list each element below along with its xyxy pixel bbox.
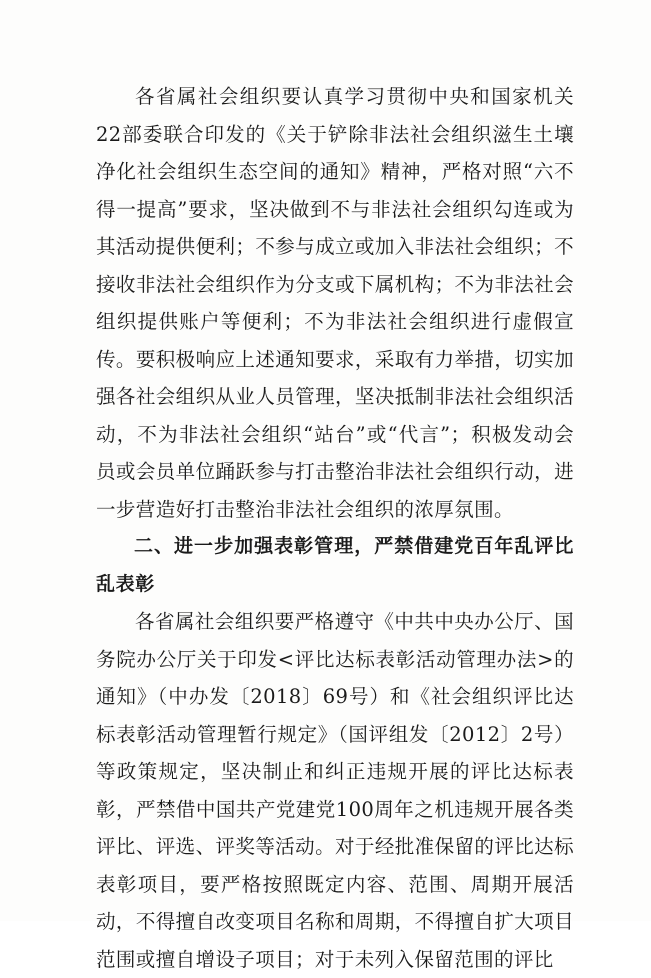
document-body [96,78,574,978]
paragraph-commendation: 各省属社会组织要严格遵守《中共中央办公厅、国务院办公厅关于印发<评比达标表彰活动管理办法>的通知》（中办发〔2018〕69号）和《社会组织评比达标表彰活动管理暂行规定》（国评组发〔2012〕2号）等政策规定，坚决制止和纠正违规开展的评比达标表彰，严禁借中国共产党建党100周年之机违规开展各类评比、评选、评奖等活动。对于经批准保留的评比达标表彰项目，要严格按照既定内容、范围、周期开展活动，不得擅自改变项目名称和周期，不得擅自扩大项目范围或擅自增设子项目；对于未列入保留范围的评比 [96,610,574,971]
section-heading-2: 二、进一步加强表彰管理，严禁借建党百年乱评比乱表彰 [96,535,574,595]
paragraph-compliance: 各省属社会组织要认真学习贯彻中央和国家机关22部委联合印发的《关于铲除非法社会组织滋生土壤 净化社会组织生态空间的通知》精神，严格对照“六不得一提高”要求，坚决做到不与非法社会组织勾连或为其活动提供便利；不参与成立或加入非法社会组织；不接收非法社会组织作为分支或下属机构；不为非法社会组织提供账户等便利；不为非法社会组织进行虚假宣传。要积极响应上述通知要求，采取有力举措，切实加强各社会组织从业人员管理，坚决抵制非法社会组织活动，不为非法社会组织“站台”或“代言”；积极发动会员或会员单位踊跃参与打击整治非法社会组织行动，进一步营造好打击整治非法社会组织的浓厚氛围。 [96,85,574,521]
